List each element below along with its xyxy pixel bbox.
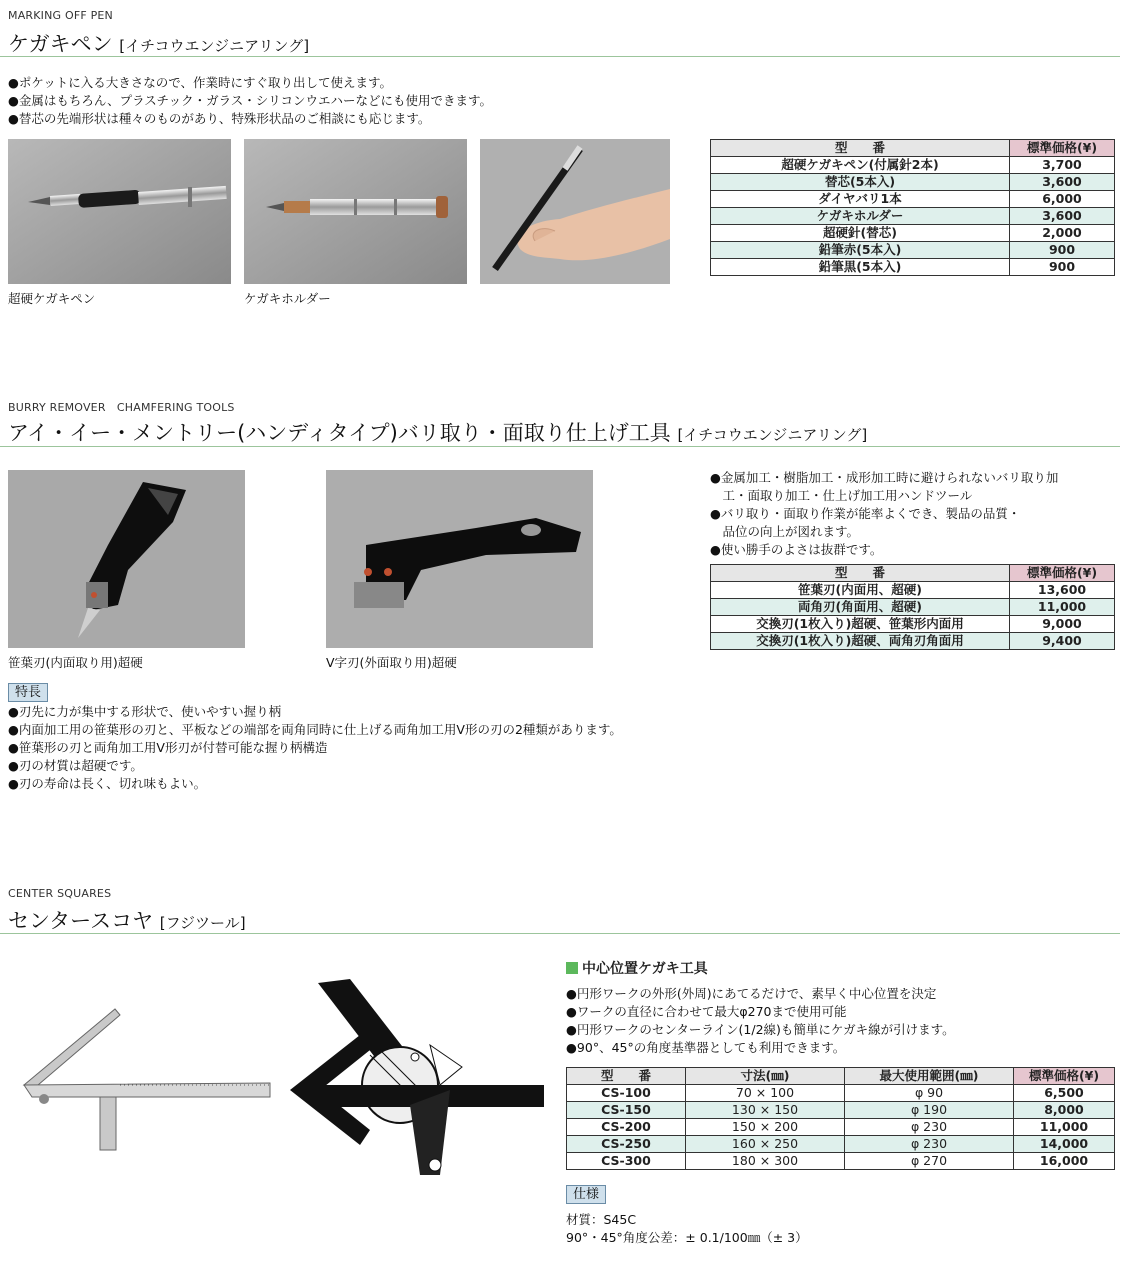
table-row — [711, 599, 1115, 616]
table-row — [711, 157, 1115, 174]
section1-bullets — [8, 74, 492, 128]
cell-price: 900 — [1010, 242, 1115, 259]
cell-size: 150 × 200 — [686, 1119, 845, 1136]
features-list — [8, 703, 622, 793]
cell-model: CS-200 — [567, 1119, 686, 1136]
table-header-row — [711, 565, 1115, 582]
col-header-model: 型 番 — [711, 565, 1010, 582]
col-header-size: 寸法(㎜) — [686, 1068, 845, 1085]
hand-holding-pen-photo — [480, 139, 670, 284]
cell-model: 両角刃(角面用、超硬) — [711, 599, 1010, 616]
cell-model: 超硬針(替芯) — [711, 225, 1010, 242]
cell-size: 160 × 250 — [686, 1136, 845, 1153]
cell-price: 9,000 — [1010, 616, 1115, 633]
section3-bullets — [566, 985, 955, 1057]
table-row — [711, 582, 1115, 599]
marking-holder-photo — [244, 139, 467, 284]
cell-price: 13,600 — [1010, 582, 1115, 599]
cell-model: 超硬ケガキペン(付属針2本) — [711, 157, 1010, 174]
table-row — [711, 259, 1115, 276]
section2-rule — [0, 446, 1120, 447]
cell-price: 8,000 — [1014, 1102, 1115, 1119]
cell-range: φ 230 — [845, 1136, 1014, 1153]
spec-line: 90°・45°角度公差：± 0.1/100㎜（± 3） — [566, 1230, 808, 1245]
section2-maker: [イチコウエンジニアリング] — [677, 426, 868, 444]
caption-v-blade: V字刃(外面取り用)超硬 — [326, 655, 457, 670]
cell-size: 130 × 150 — [686, 1102, 845, 1119]
cell-price: 16,000 — [1014, 1153, 1115, 1170]
subhead-text: 中心位置ケガキ工具 — [582, 961, 708, 977]
cell-model: 鉛筆赤(5本入) — [711, 242, 1010, 259]
bullet: ●金属加工・樹脂加工・成形加工時に避けられないバリ取り加 — [710, 470, 1059, 485]
cell-model: CS-300 — [567, 1153, 686, 1170]
bullet: ●刃先に力が集中する形状で、使いやすい握り柄 — [8, 704, 282, 719]
cell-model: CS-250 — [567, 1136, 686, 1153]
section1-title — [8, 28, 309, 58]
spec-tag: 仕様 — [566, 1185, 606, 1204]
cell-model: 笹葉刃(内面用、超硬) — [711, 582, 1010, 599]
bullet: ●バリ取り・面取り作業が能率よくでき、製品の品質・ — [710, 506, 1021, 521]
center-square-photo — [20, 1005, 272, 1155]
bullet: ●刃の材質は超硬です。 — [8, 758, 143, 773]
section2-bullets — [710, 469, 1058, 559]
table-row — [567, 1119, 1115, 1136]
bullet: ●ワークの直径に合わせて最大φ270まで使用可能 — [566, 1004, 847, 1019]
table-row — [567, 1085, 1115, 1102]
col-header-model: 型 番 — [711, 140, 1010, 157]
pen-price-table — [710, 139, 1115, 276]
cell-size: 180 × 300 — [686, 1153, 845, 1170]
section3-title — [8, 905, 246, 935]
cell-model: 替芯(5本入) — [711, 174, 1010, 191]
section1-en-title: MARKING OFF PEN — [8, 9, 113, 22]
bullet: 品位の向上が図れます。 — [710, 524, 860, 539]
col-header-price: 標準価格(¥) — [1010, 565, 1115, 582]
table-row — [567, 1153, 1115, 1170]
section1-title-text: ケガキペン — [8, 32, 113, 56]
table-row — [711, 225, 1115, 242]
bullet: ●ポケットに入る大きさなので、作業時にすぐ取り出して使えます。 — [8, 75, 393, 90]
bullet: ●90°、45°の角度基準器としても利用できます。 — [566, 1040, 846, 1055]
cell-model: ダイヤバリ1本 — [711, 191, 1010, 208]
cell-range: φ 230 — [845, 1119, 1014, 1136]
bullet: ●金属はもちろん、プラスチック・ガラス・シリコンウエハーなどにも使用できます。 — [8, 93, 493, 108]
table-row — [711, 208, 1115, 225]
col-header-price: 標準価格(¥) — [1014, 1068, 1115, 1085]
bullet: ●内面加工用の笹葉形の刃と、平板などの端部を両角同時に仕上げる両角加工用V形の刃の2種類があります。 — [8, 722, 622, 737]
spec-list — [566, 1211, 808, 1247]
bullet: ●笹葉形の刃と両角加工用V形刃が付替可能な握り柄構造 — [8, 740, 328, 755]
table-row — [711, 242, 1115, 259]
bullet: 工・面取り加工・仕上げ加工用ハンドツール — [710, 488, 973, 503]
deburring-price-table — [710, 564, 1115, 650]
table-row — [567, 1102, 1115, 1119]
spec-line: 材質：S45C — [566, 1212, 637, 1227]
section3-maker: [フジツール] — [159, 914, 246, 932]
cell-price: 2,000 — [1010, 225, 1115, 242]
cell-price: 11,000 — [1010, 599, 1115, 616]
bullet: ●使い勝手のよさは抜群です。 — [710, 542, 883, 557]
bullet: ●円形ワークのセンターライン(1/2線)も簡単にケガキ線が引けます。 — [566, 1022, 955, 1037]
section2-en-title: BURRY REMOVER CHAMFERING TOOLS — [8, 401, 235, 414]
col-header-model: 型 番 — [567, 1068, 686, 1085]
cell-price: 6,500 — [1014, 1085, 1115, 1102]
cell-range: φ 90 — [845, 1085, 1014, 1102]
cell-price: 9,400 — [1010, 633, 1115, 650]
col-header-price: 標準価格(¥) — [1010, 140, 1115, 157]
cell-model: 交換刃(1枚入り)超硬、両角刃角面用 — [711, 633, 1010, 650]
section1-rule — [0, 56, 1120, 57]
table-row — [711, 174, 1115, 191]
table-row — [711, 633, 1115, 650]
cell-model: CS-100 — [567, 1085, 686, 1102]
v-blade-tool-photo — [326, 470, 593, 648]
carbide-pen-photo — [8, 139, 231, 284]
section3-title-text: センタースコヤ — [8, 909, 154, 933]
cell-model: 交換刃(1枚入り)超硬、笹葉形内面用 — [711, 616, 1010, 633]
bullet: ●替芯の先端形状は種々のものがあり、特殊形状品のご相談にも応じます。 — [8, 111, 431, 126]
cell-range: φ 270 — [845, 1153, 1014, 1170]
cell-range: φ 190 — [845, 1102, 1014, 1119]
cell-price: 6,000 — [1010, 191, 1115, 208]
cell-price: 11,000 — [1014, 1119, 1115, 1136]
bullet: ●円形ワークの外形(外周)にあてるだけで、素早く中心位置を決定 — [566, 986, 937, 1001]
center-square-price-table — [566, 1067, 1115, 1170]
table-row — [711, 191, 1115, 208]
caption-marking-holder: ケガキホルダー — [244, 291, 331, 306]
cell-price: 3,600 — [1010, 208, 1115, 225]
cell-size: 70 × 100 — [686, 1085, 845, 1102]
cell-price: 900 — [1010, 259, 1115, 276]
sasaba-blade-tool-photo — [8, 470, 245, 648]
section2-title — [8, 417, 867, 447]
cell-price: 3,600 — [1010, 174, 1115, 191]
green-square-icon — [566, 962, 578, 974]
bullet: ●刃の寿命は長く、切れ味もよい。 — [8, 776, 207, 791]
section3-en-title: CENTER SQUARES — [8, 887, 112, 900]
cell-model: CS-150 — [567, 1102, 686, 1119]
cell-model: 鉛筆黒(5本入) — [711, 259, 1010, 276]
table-row — [567, 1136, 1115, 1153]
section3-rule — [0, 933, 1120, 934]
table-header-row — [711, 140, 1115, 157]
section2-title-text: アイ・イー・メントリー(ハンディタイプ)バリ取り・面取り仕上げ工具 — [8, 421, 671, 445]
center-square-diagram — [290, 975, 546, 1180]
cell-price: 14,000 — [1014, 1136, 1115, 1153]
section1-maker: [イチコウエンジニアリング] — [119, 37, 310, 55]
caption-carbide-pen: 超硬ケガキペン — [8, 291, 96, 306]
subhead — [566, 958, 708, 978]
cell-model: ケガキホルダー — [711, 208, 1010, 225]
col-header-range: 最大使用範囲(㎜) — [845, 1068, 1014, 1085]
caption-sasaba-blade: 笹葉刃(内面取り用)超硬 — [8, 655, 143, 670]
cell-price: 3,700 — [1010, 157, 1115, 174]
table-header-row — [567, 1068, 1115, 1085]
features-tag: 特長 — [8, 683, 48, 702]
table-row — [711, 616, 1115, 633]
